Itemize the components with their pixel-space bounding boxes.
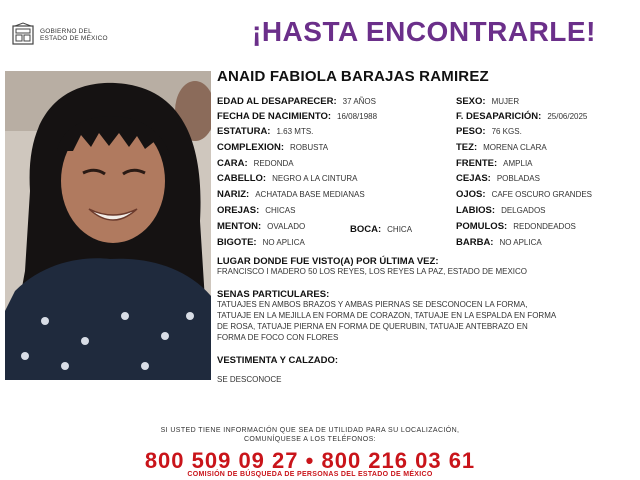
- field-bigote-value: NO APLICA: [262, 238, 305, 247]
- field-barba: [456, 237, 542, 248]
- field-nacimiento-value: 16/08/1988: [337, 112, 378, 121]
- field-boca: [350, 224, 412, 235]
- phone-2: 800 216 03 61: [321, 448, 476, 473]
- field-labios: [456, 205, 546, 216]
- field-edad: [217, 96, 376, 107]
- field-edad-label: EDAD AL DESAPARECER:: [217, 96, 337, 107]
- field-orejas: [217, 205, 295, 216]
- field-peso: [456, 126, 522, 137]
- field-complexion-value: ROBUSTA: [290, 143, 329, 152]
- field-desaparicion: [456, 111, 587, 122]
- field-orejas-label: OREJAS:: [217, 205, 260, 216]
- marks-line-3: DE ROSA, TATUAJE PIERNA EN FORMA DE QUERUBIN, TATUAJE ANTEBRAZO EN: [217, 322, 528, 331]
- field-peso-value: 76 KGS.: [491, 127, 522, 136]
- state-emblem-icon: [10, 22, 36, 48]
- field-nacimiento: [217, 111, 377, 122]
- field-tez: [456, 142, 547, 153]
- field-nacimiento-label: FECHA DE NACIMIENTO:: [217, 111, 331, 122]
- phone-separator: •: [305, 448, 315, 473]
- logo-line-1: GOBIERNO DEL: [40, 27, 92, 35]
- field-sexo-label: SEXO:: [456, 96, 486, 107]
- person-photo: [5, 71, 211, 380]
- field-cejas-value: POBLADAS: [496, 174, 540, 183]
- field-labios-label: LABIOS:: [456, 205, 496, 216]
- last-seen-value: FRANCISCO I MADERO 50 LOS REYES, LOS REYES LA PAZ, ESTADO DE MEXICO: [217, 267, 528, 276]
- field-pomulos: [456, 221, 576, 232]
- field-estatura-label: ESTATURA:: [217, 126, 271, 137]
- field-nariz: [217, 189, 365, 200]
- field-nariz-label: NARIZ:: [217, 189, 250, 200]
- field-sexo: [456, 96, 519, 107]
- field-barba-label: BARBA:: [456, 237, 494, 248]
- field-menton-label: MENTON:: [217, 221, 262, 232]
- field-frente-value: AMPLIA: [503, 159, 533, 168]
- headline: ¡HASTA ENCONTRARLE!: [252, 16, 596, 47]
- field-desaparicion-label: F. DESAPARICIÓN:: [456, 111, 542, 122]
- field-cabello-label: CABELLO:: [217, 173, 267, 184]
- field-frente-label: FRENTE:: [456, 158, 498, 169]
- field-cabello: [217, 173, 357, 184]
- field-labios-value: DELGADOS: [501, 206, 546, 215]
- footer-note-1: SI USTED TIENE INFORMACIÓN QUE SEA DE UTILIDAD PARA SU LOCALIZACIÓN,: [160, 427, 460, 434]
- footer-note-2: COMUNÍQUESE A LOS TELÉFONOS:: [243, 436, 377, 443]
- field-estatura-value: 1.63 MTS.: [276, 127, 314, 136]
- last-seen-label: LUGAR DONDE FUE VISTO(A) POR ÚLTIMA VEZ:: [217, 256, 439, 267]
- field-complexion-label: COMPLEXION:: [217, 142, 285, 153]
- logo-text: [40, 28, 108, 43]
- field-ojos-value: CAFE OSCURO GRANDES: [491, 190, 593, 199]
- logo-line-2: ESTADO DE MÉXICO: [40, 35, 108, 42]
- field-frente: [456, 158, 533, 169]
- commission-name: COMISIÓN DE BÚSQUEDA DE PERSONAS DEL ESTADO DE MÉXICO: [187, 471, 433, 478]
- field-cara: [217, 158, 294, 169]
- field-tez-label: TEZ:: [456, 142, 478, 153]
- field-peso-label: PESO:: [456, 126, 486, 137]
- field-bigote-label: BIGOTE:: [217, 237, 257, 248]
- field-cara-value: REDONDA: [253, 159, 294, 168]
- field-edad-value: 37 AÑOS: [342, 97, 376, 106]
- field-barba-value: NO APLICA: [499, 238, 542, 247]
- field-nariz-value: ACHATADA BASE MEDIANAS: [255, 190, 365, 199]
- phone-1: 800 509 09 27: [144, 448, 299, 473]
- field-cabello-value: NEGRO A LA CINTURA: [272, 174, 358, 183]
- field-cara-label: CARA:: [217, 158, 248, 169]
- field-boca-value: CHICA: [387, 225, 413, 234]
- government-logo: [10, 22, 108, 48]
- field-ojos: [456, 189, 592, 200]
- field-bigote: [217, 237, 305, 248]
- marks-line-2: TATUAJE EN LA MEJILLA EN FORMA DE CORAZON, TATUAJE EN LA ESPALDA EN FORMA: [217, 311, 557, 320]
- field-boca-label: BOCA:: [350, 224, 382, 235]
- field-ojos-label: OJOS:: [456, 189, 486, 200]
- field-complexion: [217, 142, 328, 153]
- field-sexo-value: MUJER: [491, 97, 520, 106]
- field-tez-value: MORENA CLARA: [483, 143, 547, 152]
- field-cejas-label: CEJAS:: [456, 173, 491, 184]
- field-cejas: [456, 173, 540, 184]
- clothing-value: SE DESCONOCE: [217, 375, 282, 384]
- marks-line-4: FORMA DE FOCO CON FLORES: [217, 333, 339, 342]
- clothing-label: VESTIMENTA Y CALZADO:: [217, 355, 339, 366]
- portrait-illustration: [5, 71, 211, 380]
- field-menton-value: OVALADO: [267, 222, 306, 231]
- marks-label: SENAS PARTICULARES:: [217, 289, 330, 300]
- person-name: ANAID FABIOLA BARAJAS RAMIREZ: [217, 68, 489, 85]
- field-desaparicion-value: 25/06/2025: [547, 112, 588, 121]
- field-orejas-value: CHICAS: [265, 206, 296, 215]
- field-estatura: [217, 126, 313, 137]
- field-menton: [217, 221, 305, 232]
- field-pomulos-label: POMULOS:: [456, 221, 508, 232]
- marks-line-1: TATUAJES EN AMBOS BRAZOS Y AMBAS PIERNAS SE DESCONOCEN LA FORMA,: [217, 300, 528, 309]
- field-pomulos-value: REDONDEADOS: [513, 222, 576, 231]
